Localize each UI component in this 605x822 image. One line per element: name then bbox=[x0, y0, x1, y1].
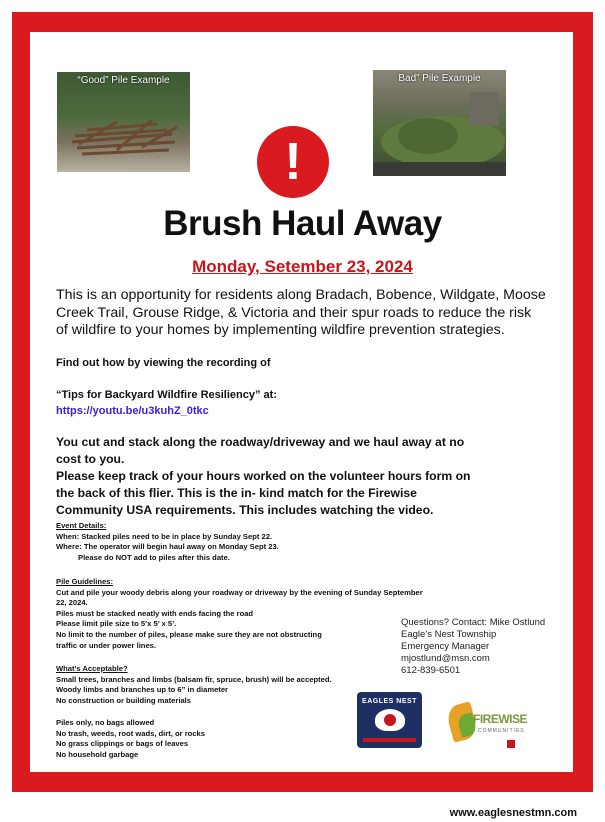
acceptable-line: Small trees, branches and limbs (balsam fir, spruce, brush) will be accepted. bbox=[56, 674, 332, 684]
acceptable-heading: What’s Acceptable? bbox=[56, 664, 128, 673]
contact-line: Emergency Manager bbox=[401, 641, 490, 652]
firewise-logo-subtext: COMMUNITIES bbox=[478, 728, 525, 734]
not-allowed-line: No household garbage bbox=[56, 749, 139, 759]
contact-phone: 612-839-6501 bbox=[401, 665, 461, 676]
page-title: Brush Haul Away bbox=[163, 204, 442, 243]
good-pile-illustration bbox=[57, 72, 190, 172]
bad-pile-illustration bbox=[373, 70, 506, 176]
contact-email[interactable]: mjostlund@msn.com bbox=[401, 653, 490, 664]
pile-guidelines-heading: Pile Guidelines: bbox=[56, 577, 113, 586]
bad-pile-photo bbox=[373, 70, 506, 176]
website-url[interactable]: www.eaglesnestmn.com bbox=[449, 807, 577, 819]
pile-line: Please limit pile size to 5’x 5’ x 5’. bbox=[56, 619, 177, 629]
exclamation-circle-icon: ! bbox=[257, 126, 329, 198]
acceptable-line: Woody limbs and branches up to 6” in diameter bbox=[56, 685, 229, 695]
event-date: Monday, Setember 23, 2024 bbox=[192, 257, 413, 276]
firewise-logo bbox=[445, 700, 528, 750]
contact-line: Eagle’s Nest Township bbox=[401, 629, 497, 640]
eagles-nest-logo bbox=[357, 692, 422, 748]
pile-line: 22, 2024. bbox=[56, 598, 88, 608]
acceptable-line: No construction or building materials bbox=[56, 695, 192, 705]
nfpa-icon bbox=[507, 740, 515, 748]
instructions bbox=[56, 434, 486, 519]
event-note: Please do NOT add to piles after this date. bbox=[78, 552, 230, 562]
pile-line: Piles must be stacked neatly with ends facing the road bbox=[56, 608, 254, 618]
instructions-para-1: You cut and stack along the roadway/driveway and we haul away at no cost to you. bbox=[56, 435, 465, 466]
acceptable-section bbox=[56, 664, 332, 706]
not-allowed-section bbox=[56, 718, 205, 760]
not-allowed-line: Piles only, no bags allowed bbox=[56, 718, 155, 727]
intro-paragraph: This is an opportunity for residents along Bradach, Bobence, Wildgate, Moose Creek Trail, Grouse Ridge, & Victoria and their spur roads to reduce the risk of wildfire to your homes by implementing wildfire prevention strategies. bbox=[56, 287, 546, 338]
contact-line: Questions? Contact: Mike Ostlund bbox=[401, 617, 546, 628]
logo-band bbox=[363, 738, 416, 742]
contact-block bbox=[401, 617, 545, 677]
pile-line: traffic or under power lines. bbox=[56, 640, 157, 650]
pile-line: No limit to the number of piles, please make sure they are not obstructing bbox=[56, 629, 322, 639]
tips-title: “Tips for Backyard Wildfire Resiliency” at: bbox=[56, 389, 277, 401]
event-details bbox=[56, 521, 279, 563]
event-when: When: Stacked piles need to be in place by Sunday Sept 22. bbox=[56, 531, 273, 541]
eagles-nest-logo-text: EAGLES NEST bbox=[362, 698, 417, 705]
instructions-para-2: Please keep track of your hours worked on the volunteer hours form on the back of this flier. This is the in- kind match for the Firewise Community USA requirements. This includes watching the video. bbox=[56, 469, 471, 517]
pile-guidelines bbox=[56, 577, 423, 651]
pile-line: Cut and pile your woody debris along your roadway or driveway by the evening of Sunday September bbox=[56, 587, 423, 597]
event-details-heading: Event Details: bbox=[56, 521, 107, 530]
good-pile-photo bbox=[57, 72, 190, 172]
not-allowed-line: No trash, weeds, root wads, dirt, or rocks bbox=[56, 728, 205, 738]
bad-pile-caption: Bad” Pile Example bbox=[398, 73, 481, 84]
event-where: Where: The operator will begin haul away on Monday Sept 23. bbox=[56, 542, 279, 552]
find-out-line: Find out how by viewing the recording of bbox=[56, 357, 271, 369]
eagle-crest-icon bbox=[375, 709, 405, 731]
video-link[interactable]: https://youtu.be/u3kuhZ_0tkc bbox=[56, 405, 209, 417]
good-pile-caption: “Good” Pile Example bbox=[77, 75, 170, 86]
not-allowed-line: No grass clippings or bags of leaves bbox=[56, 739, 189, 749]
firewise-logo-text: FIREWISE bbox=[473, 712, 528, 726]
